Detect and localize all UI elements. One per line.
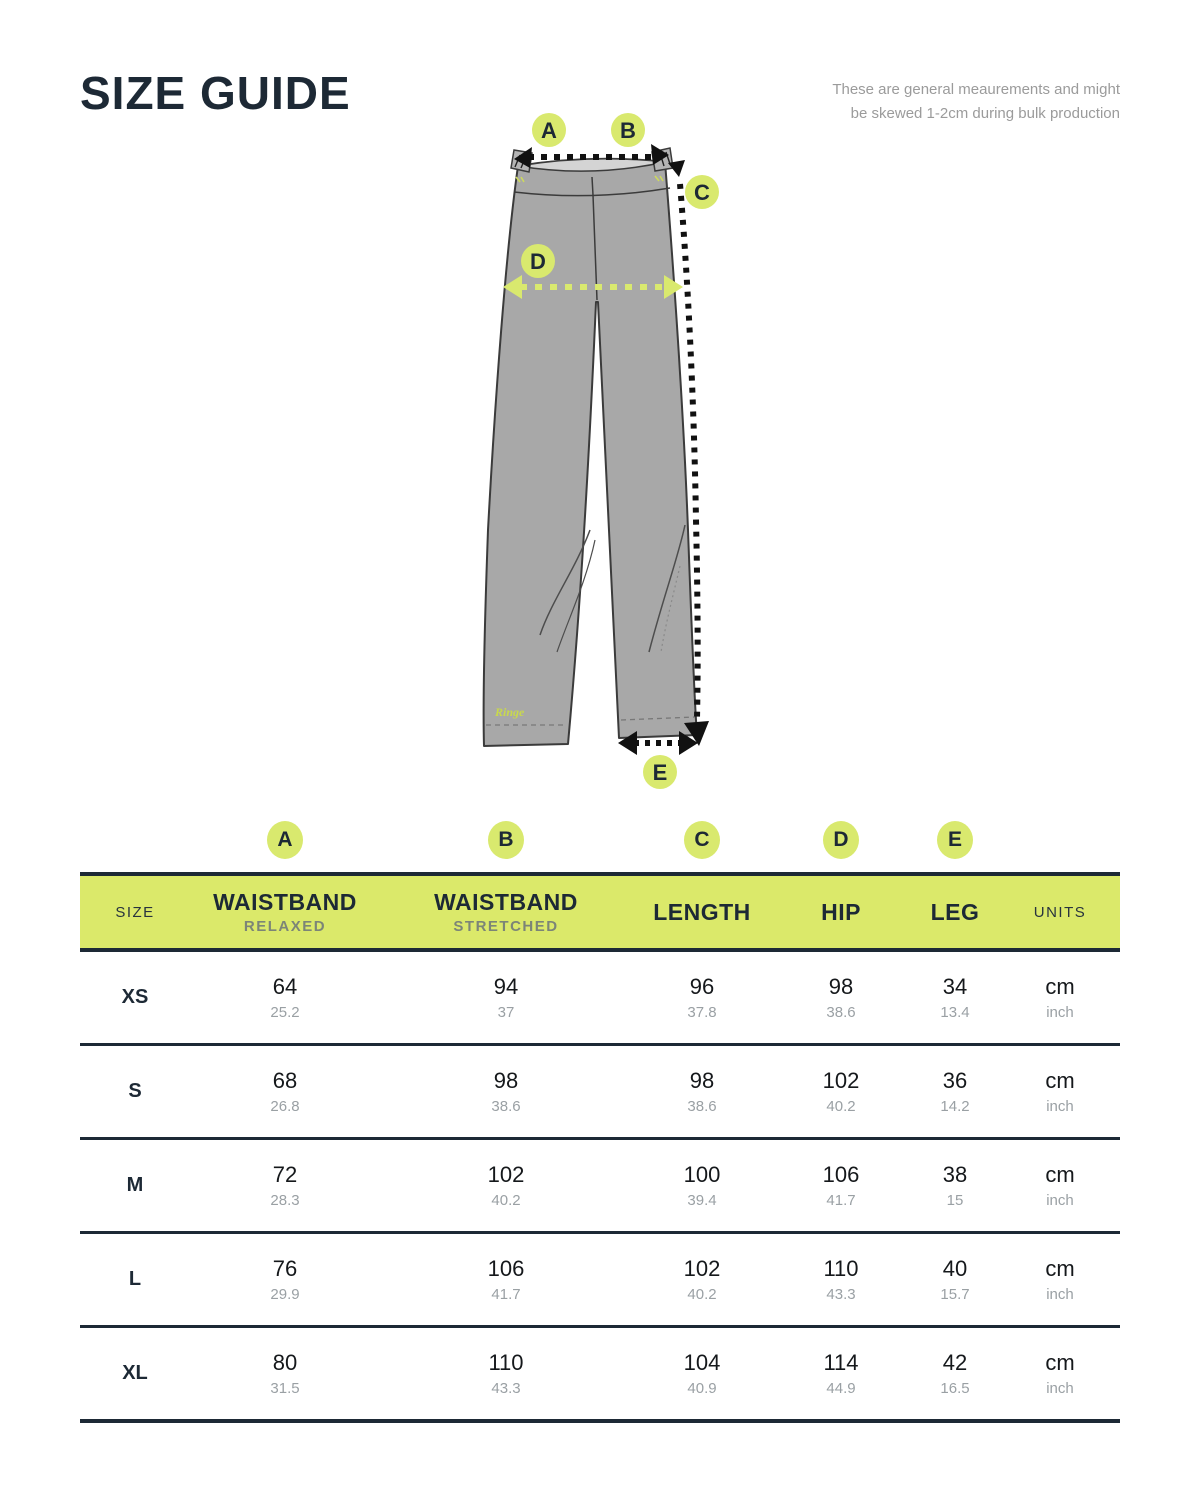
unit-primary: cm (1045, 1162, 1075, 1187)
value-cm: 42 (942, 1350, 968, 1375)
value-inch: 43.3 (826, 1286, 856, 1303)
value-inch: 28.3 (270, 1192, 300, 1209)
header-size: SIZE (115, 903, 155, 921)
table-header-row (80, 872, 1120, 952)
value-inch: 25.2 (270, 1004, 300, 1021)
cell-waistband-stretched (491, 1068, 520, 1115)
pants-outline (484, 159, 697, 746)
value-inch: 16.5 (940, 1380, 970, 1397)
cell-hip (823, 1350, 858, 1397)
unit-secondary: inch (1046, 1004, 1074, 1021)
value-inch: 43.3 (491, 1380, 521, 1397)
page-title: SIZE GUIDE (80, 67, 351, 119)
value-inch: 41.7 (491, 1286, 521, 1303)
size-label: S (128, 1080, 142, 1102)
value-inch: 44.9 (826, 1380, 856, 1397)
cell-units (1045, 1350, 1074, 1397)
table-badge-d: D (823, 821, 859, 859)
diagram-badge-b-letter: B (620, 118, 636, 143)
cell-waistband-relaxed (270, 1068, 299, 1115)
cell-length (684, 1256, 721, 1303)
cell-units (1045, 974, 1074, 1021)
cell-hip (826, 974, 855, 1021)
table-row (80, 1046, 1120, 1140)
table-badge-e: E (937, 821, 973, 859)
table-body (80, 952, 1120, 1423)
cell-waistband-stretched (494, 974, 518, 1021)
value-cm: 80 (272, 1350, 298, 1375)
value-cm: 106 (822, 1162, 860, 1187)
cell-hip (823, 1162, 860, 1209)
cell-waistband-relaxed (270, 1256, 299, 1303)
value-inch: 31.5 (270, 1380, 300, 1397)
header-hip: HIP (821, 898, 861, 925)
cell-length (684, 1350, 721, 1397)
unit-secondary: inch (1046, 1380, 1074, 1397)
cell-waistband-stretched (488, 1350, 523, 1397)
value-inch: 15 (946, 1192, 964, 1209)
disclaimer-line-1: These are general meaurements and might (832, 81, 1120, 98)
table-badge-c: C (684, 821, 720, 859)
cell-length (687, 974, 716, 1021)
value-inch: 39.4 (687, 1192, 717, 1209)
cell-hip (823, 1256, 858, 1303)
cell-leg (943, 1162, 967, 1209)
diagram-badge-c (685, 175, 719, 209)
cell-leg (940, 1350, 969, 1397)
diagram-badge-e-letter: E (652, 760, 668, 785)
header-leg: LEG (930, 898, 980, 925)
cell-leg (940, 1068, 969, 1115)
value-cm: 110 (488, 1350, 524, 1375)
value-cm: 64 (272, 974, 298, 999)
diagram-badge-c-letter: C (694, 180, 710, 205)
value-inch: 40.2 (826, 1098, 856, 1115)
value-cm: 98 (828, 974, 854, 999)
value-cm: 100 (683, 1162, 721, 1187)
disclaimer-note (832, 78, 1120, 126)
value-inch: 29.9 (270, 1286, 300, 1303)
value-inch: 14.2 (940, 1098, 970, 1115)
value-cm: 94 (493, 974, 519, 999)
cell-leg (940, 1256, 969, 1303)
size-label: XS (121, 986, 149, 1008)
value-cm: 102 (683, 1256, 721, 1281)
value-cm: 104 (683, 1350, 721, 1375)
value-cm: 96 (689, 974, 715, 999)
unit-secondary: inch (1046, 1286, 1074, 1303)
value-cm: 114 (823, 1350, 859, 1375)
value-inch: 38.6 (491, 1098, 521, 1115)
table-letter-badge-row (80, 820, 1120, 860)
value-inch: 40.2 (491, 1192, 521, 1209)
disclaimer-line-2: be skewed 1-2cm during bulk production (850, 105, 1120, 122)
value-cm: 34 (942, 974, 968, 999)
unit-secondary: inch (1046, 1192, 1074, 1209)
value-cm: 72 (272, 1162, 298, 1187)
value-cm: 36 (942, 1068, 968, 1093)
cell-hip (823, 1068, 860, 1115)
cell-length (687, 1068, 716, 1115)
size-label: XL (122, 1362, 148, 1384)
value-cm: 40 (942, 1256, 968, 1281)
header-waistband-relaxed-sub: RELAXED (243, 918, 327, 935)
value-cm: 38 (942, 1162, 968, 1187)
size-table (80, 820, 1120, 1423)
size-label: M (126, 1174, 144, 1196)
value-cm: 68 (272, 1068, 298, 1093)
unit-primary: cm (1045, 1256, 1075, 1281)
table-badge-a: A (267, 821, 303, 859)
value-inch: 40.9 (687, 1380, 717, 1397)
value-inch: 37.8 (687, 1004, 717, 1021)
value-inch: 40.2 (687, 1286, 717, 1303)
diagram-badge-a-letter: A (541, 118, 557, 143)
value-cm: 76 (272, 1256, 298, 1281)
diagram-badge-b (611, 113, 645, 147)
table-row (80, 952, 1120, 1046)
header-units: UNITS (1033, 903, 1087, 921)
cell-units (1045, 1162, 1074, 1209)
value-inch: 13.4 (940, 1004, 970, 1021)
cell-units (1045, 1068, 1074, 1115)
value-cm: 98 (493, 1068, 519, 1093)
unit-secondary: inch (1046, 1098, 1074, 1115)
value-inch: 15.7 (940, 1286, 970, 1303)
table-badge-b: B (488, 821, 524, 859)
cell-waistband-relaxed (270, 1350, 299, 1397)
cell-waistband-stretched (488, 1162, 525, 1209)
header-waistband-stretched-sub: STRETCHED (453, 918, 559, 935)
diagram-badge-d (521, 244, 555, 278)
value-inch: 37 (497, 1004, 515, 1021)
cell-waistband-relaxed (270, 974, 299, 1021)
value-inch: 38.6 (687, 1098, 717, 1115)
unit-primary: cm (1045, 1350, 1075, 1375)
header-waistband-stretched-title: WAISTBAND (434, 889, 578, 915)
unit-primary: cm (1045, 1068, 1075, 1093)
cell-waistband-relaxed (270, 1162, 299, 1209)
value-inch: 41.7 (826, 1192, 856, 1209)
value-cm: 106 (487, 1256, 525, 1281)
diagram-badge-d-letter: D (530, 249, 546, 274)
diagram-badge-a (532, 113, 566, 147)
cell-waistband-stretched (488, 1256, 525, 1303)
unit-primary: cm (1045, 974, 1075, 999)
cell-leg (940, 974, 969, 1021)
pants-measurement-diagram (440, 100, 780, 800)
value-cm: 110 (823, 1256, 859, 1281)
value-cm: 102 (822, 1068, 860, 1093)
cell-length (684, 1162, 721, 1209)
table-row (80, 1234, 1120, 1328)
size-label: L (128, 1268, 142, 1290)
value-inch: 38.6 (826, 1004, 856, 1021)
table-row (80, 1328, 1120, 1423)
diagram-badge-e (643, 755, 677, 789)
value-cm: 102 (487, 1162, 525, 1187)
brand-mark: Ringe (495, 705, 525, 719)
header-waistband-relaxed-title: WAISTBAND (213, 889, 357, 915)
value-inch: 26.8 (270, 1098, 300, 1115)
table-row (80, 1140, 1120, 1234)
cell-units (1045, 1256, 1074, 1303)
header-length: LENGTH (653, 898, 751, 925)
value-cm: 98 (689, 1068, 715, 1093)
